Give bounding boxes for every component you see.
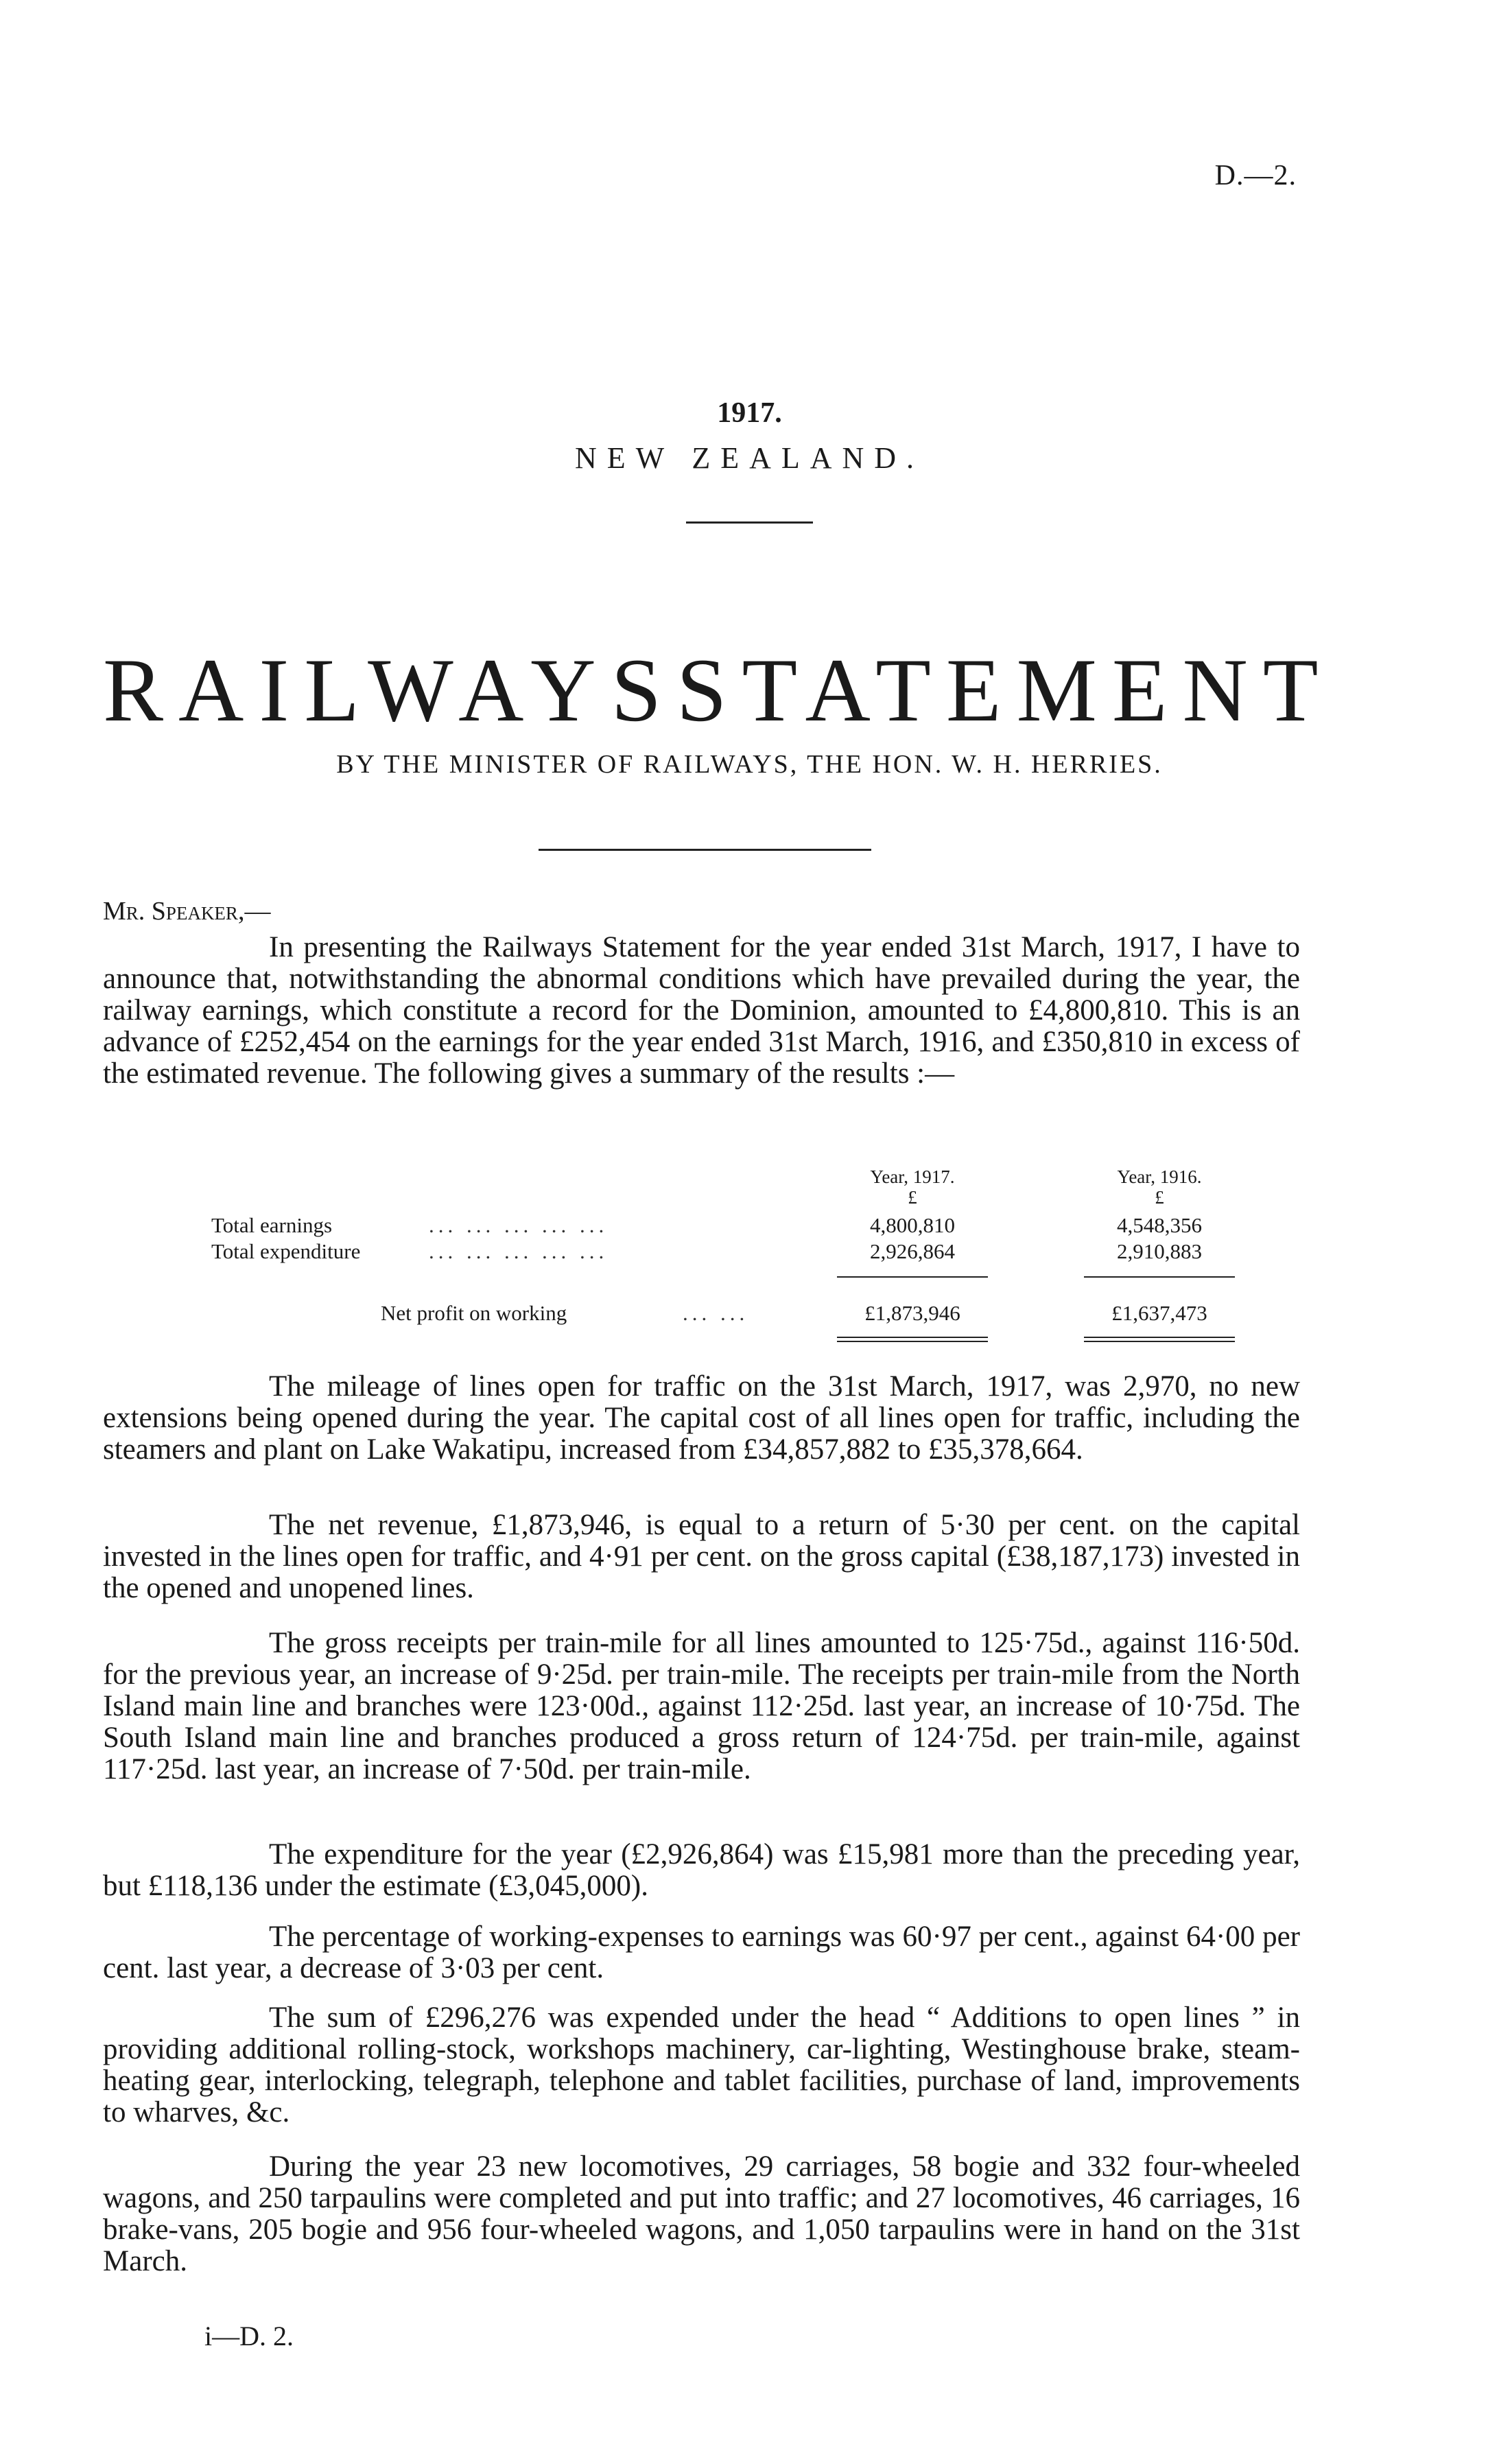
title-divider — [539, 849, 871, 851]
leader-dots: ... ... ... ... ... — [429, 1213, 609, 1237]
paragraph-2: The mileage of lines open for traffic on the 31st March, 1917, was 2,970, no new extensions being opened during the year. The capital cost of all lines open for traffic, including the steamers and plant on Lake Wakatipu, increased from £34,857,882 to £35,378,664. — [103, 1370, 1300, 1466]
paragraph-3: The net revenue, £1,873,946, is equal to a return of 5·30 per cent. on the capital invested in the lines open for traffic, and 4·91 per cent. on the gross capital (£38,187,173) invested in the opened and unopened lines. — [103, 1509, 1300, 1604]
short-divider — [686, 521, 813, 524]
paragraph-8: During the year 23 new locomotives, 29 carriages, 58 bogie and 332 four-wheeled wagons, and 250 tarpaulins were completed and put into traffic; and 27 locomotives, 46 carriages, 16 brake-vans, 205 bogie and 956 four-wheeled wagons, and 1,050 tarpaulins were in hand on the 31st March. — [103, 2150, 1300, 2277]
table-row — [103, 1213, 1300, 1241]
row-label: Total expenditure — [211, 1239, 361, 1263]
column-header-1916: Year, 1916. — [1117, 1166, 1202, 1187]
total-double-rule — [1084, 1337, 1235, 1338]
paragraph-7: The sum of £296,276 was expended under the head “ Additions to open lines ” in providing additional rolling-stock, workshops machinery, car-lighting, Westinghouse brake, steam-heating gear, interlocking, telegraph, telephone and tablet facilities, purchase of land, improvements to wharves, &c. — [103, 2002, 1300, 2128]
subtotal-rule — [837, 1276, 988, 1278]
subtotal-rule — [1084, 1276, 1235, 1278]
column-header-1917: Year, 1917. — [870, 1166, 955, 1187]
title-word-statement: STATEMENT — [676, 640, 1334, 740]
table-total-row — [103, 1301, 1300, 1328]
salutation: Mr. Speaker,— — [103, 897, 271, 926]
document-reference: D.—2. — [1214, 160, 1297, 191]
total-double-rule — [837, 1337, 988, 1338]
paragraph-5: The expenditure for the year (£2,926,864) was £15,981 more than the preceding year, but £118,136 under the estimate (£3,045,000). — [103, 1838, 1300, 1902]
title-word-railways: RAILWAYS — [103, 640, 677, 740]
paragraph-1: In presenting the Railways Statement for the year ended 31st March, 1917, I have to announce that, notwithstanding the abnormal conditions which have prevailed during the year, the railway earnings, which constitute a record for the Dominion, amounted to £4,800,810. This is an advance of £252,454 on the earnings for the year ended 31st March, 1916, and £350,810 in excess of the estimated revenue. The following gives a summary of the results :— — [103, 931, 1300, 1090]
table-unit-row — [103, 1187, 1300, 1215]
leader-dots: ... ... — [683, 1301, 749, 1325]
value-1917: 2,926,864 — [870, 1239, 955, 1263]
page-signature: i—D. 2. — [204, 2321, 294, 2351]
document-country: NEW ZEALAND. — [574, 441, 925, 475]
document-year: 1917. — [717, 397, 782, 429]
total-1916: £1,637,473 — [1111, 1301, 1207, 1325]
value-1916: 4,548,356 — [1117, 1213, 1202, 1237]
value-1917: 4,800,810 — [870, 1213, 955, 1237]
table-row — [103, 1239, 1300, 1267]
document-byline: BY THE MINISTER OF RAILWAYS, THE HON. W. H. HERRIES. — [336, 750, 1163, 779]
leader-dots: ... ... ... ... ... — [429, 1239, 609, 1263]
total-double-rule — [837, 1341, 988, 1342]
total-label: Net profit on working — [381, 1301, 567, 1325]
unit-1916: £ — [1155, 1187, 1164, 1208]
paragraph-4: The gross receipts per train-mile for all lines amounted to 125·75d., against 116·50d. for the previous year, an increase of 9·25d. per train-mile. The receipts per train-mile from the North Island main line and branches were 123·00d., against 112·25d. last year, an increase of 10·75d. The South Island main line and branches produced a gross return of 124·75d. per train-mile, against 117·25d. last year, an increase of 7·50d. per train-mile. — [103, 1627, 1300, 1785]
value-1916: 2,910,883 — [1117, 1239, 1202, 1263]
document-title — [103, 640, 1334, 740]
row-label: Total earnings — [211, 1213, 333, 1237]
total-1917: £1,873,946 — [864, 1301, 960, 1325]
total-double-rule — [1084, 1341, 1235, 1342]
unit-1917: £ — [908, 1187, 917, 1208]
paragraph-6: The percentage of working-expenses to earnings was 60·97 per cent., against 64·00 per cent. last year, a decrease of 3·03 per cent. — [103, 1921, 1300, 1984]
